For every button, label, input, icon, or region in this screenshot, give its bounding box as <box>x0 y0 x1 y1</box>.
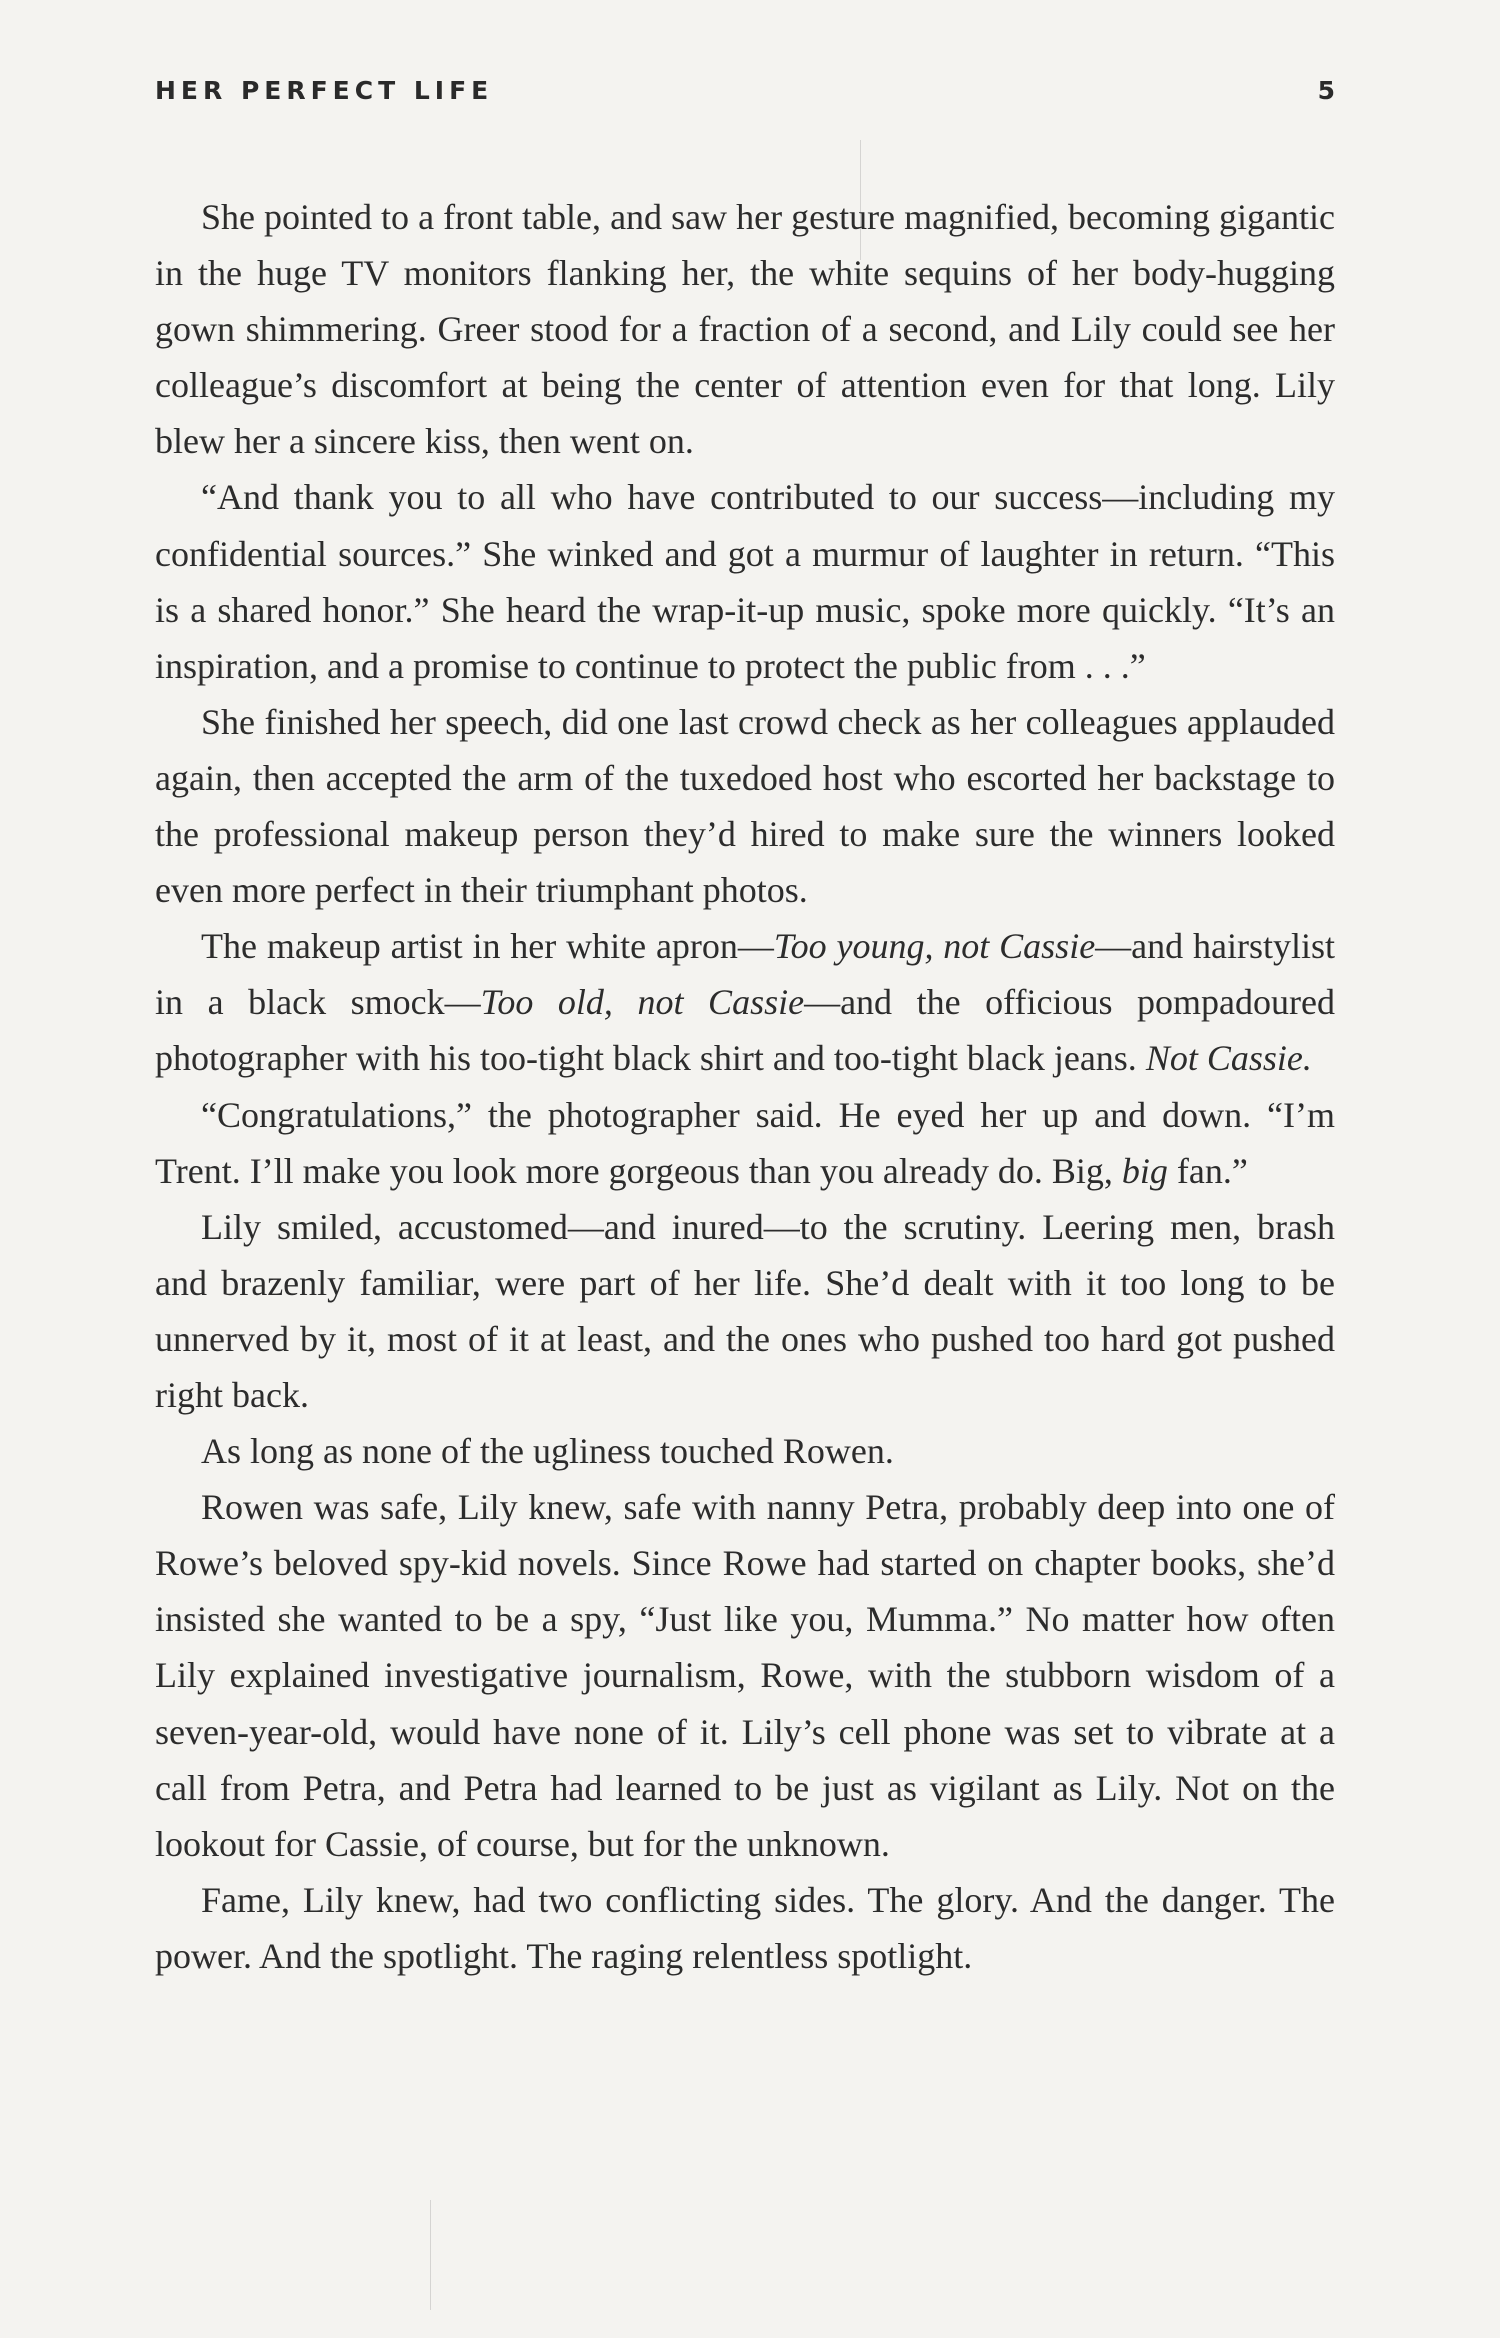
text-run: As long as none of the ugliness touched Rowen. <box>201 1431 894 1472</box>
paragraph <box>155 1199 1335 1423</box>
italic-text: Not Cassie. <box>1145 1038 1312 1079</box>
page-number: 5 <box>1317 76 1335 105</box>
text-run: “And thank you to all who have contributed to our success—including my confidential sources.” She winked and got a murmur of laughter in return. “This is a shared honor.” She heard the wrap-it-up music, spoke more quickly. “It’s an inspiration, and a promise to continue to protect the public from . . .” <box>155 477 1335 686</box>
text-run: fan.” <box>1167 1150 1248 1191</box>
text-run: Rowen was safe, Lily knew, safe with nanny Petra, probably deep into one of Rowe’s beloved spy-kid novels. Since Rowe had started on chapter books, she’d insisted she wanted to be a spy, “Just like you, Mumma.” No matter how often Lily explained investigative journalism, Rowe, with the stubborn wisdom of a seven-year-old, would have none of it. Lily’s cell phone was set to vibrate at a call from Petra, and Petra had learned to be just as vigilant as Lily. Not on the lookout for Cassie, of course, but for the unknown. <box>155 1487 1335 1864</box>
paragraph <box>155 189 1335 469</box>
paragraph <box>155 1087 1335 1199</box>
running-head <box>155 76 1335 116</box>
paragraph <box>155 1872 1335 1984</box>
text-run: “Congratulations,” the photographer said. He eyed her up and down. “I’m Trent. I’ll make you look more gorgeous than you already do. Big, <box>155 1094 1335 1191</box>
text-run: She finished her speech, did one last crowd check as her colleagues applauded again, then accepted the arm of the tuxedoed host who escorted her backstage to the professional makeup person they’d hired to make sure the winners looked even more perfect in their triumphant photos. <box>155 701 1335 911</box>
paragraph <box>155 694 1335 918</box>
body-text <box>155 189 1335 1984</box>
paragraph <box>155 1479 1335 1872</box>
paper-crease <box>430 2200 431 2310</box>
text-run: —and hairstylist in a black smock— <box>155 926 1335 1023</box>
italic-text: Too old, not Cassie <box>480 982 805 1023</box>
italic-text: Too young, not Cassie <box>773 926 1096 967</box>
book-title: HER PERFECT LIFE <box>155 76 494 105</box>
text-run: Lily smiled, accustomed—and inured—to the scrutiny. Leering men, brash and brazenly familiar, were part of her life. She’d dealt with it too long to be unnerved by it, most of it at least, and the ones who pushed too hard got pushed right back. <box>155 1206 1335 1415</box>
paragraph <box>155 1423 1335 1479</box>
paragraph <box>155 918 1335 1086</box>
paragraph <box>155 469 1335 693</box>
text-run: She pointed to a front table, and saw her gesture magnified, becoming gigantic in the huge TV monitors flanking her, the white sequins of her body-hugging gown shimmering. Greer stood for a fraction of a second, and Lily could see her colleague’s discomfort at being the center of attention even for that long. Lily blew her a sincere kiss, then went on. <box>155 197 1335 462</box>
text-run: Fame, Lily knew, had two conflicting sides. The glory. And the danger. The power. And the spotlight. The raging relentless spotlight. <box>155 1879 1335 1976</box>
italic-text: big <box>1121 1150 1168 1191</box>
text-run: —and the officious pompadoured photographer with his too-tight black shirt and too-tight black jeans. <box>155 982 1336 1079</box>
text-run: The makeup artist in her white apron— <box>201 926 774 967</box>
